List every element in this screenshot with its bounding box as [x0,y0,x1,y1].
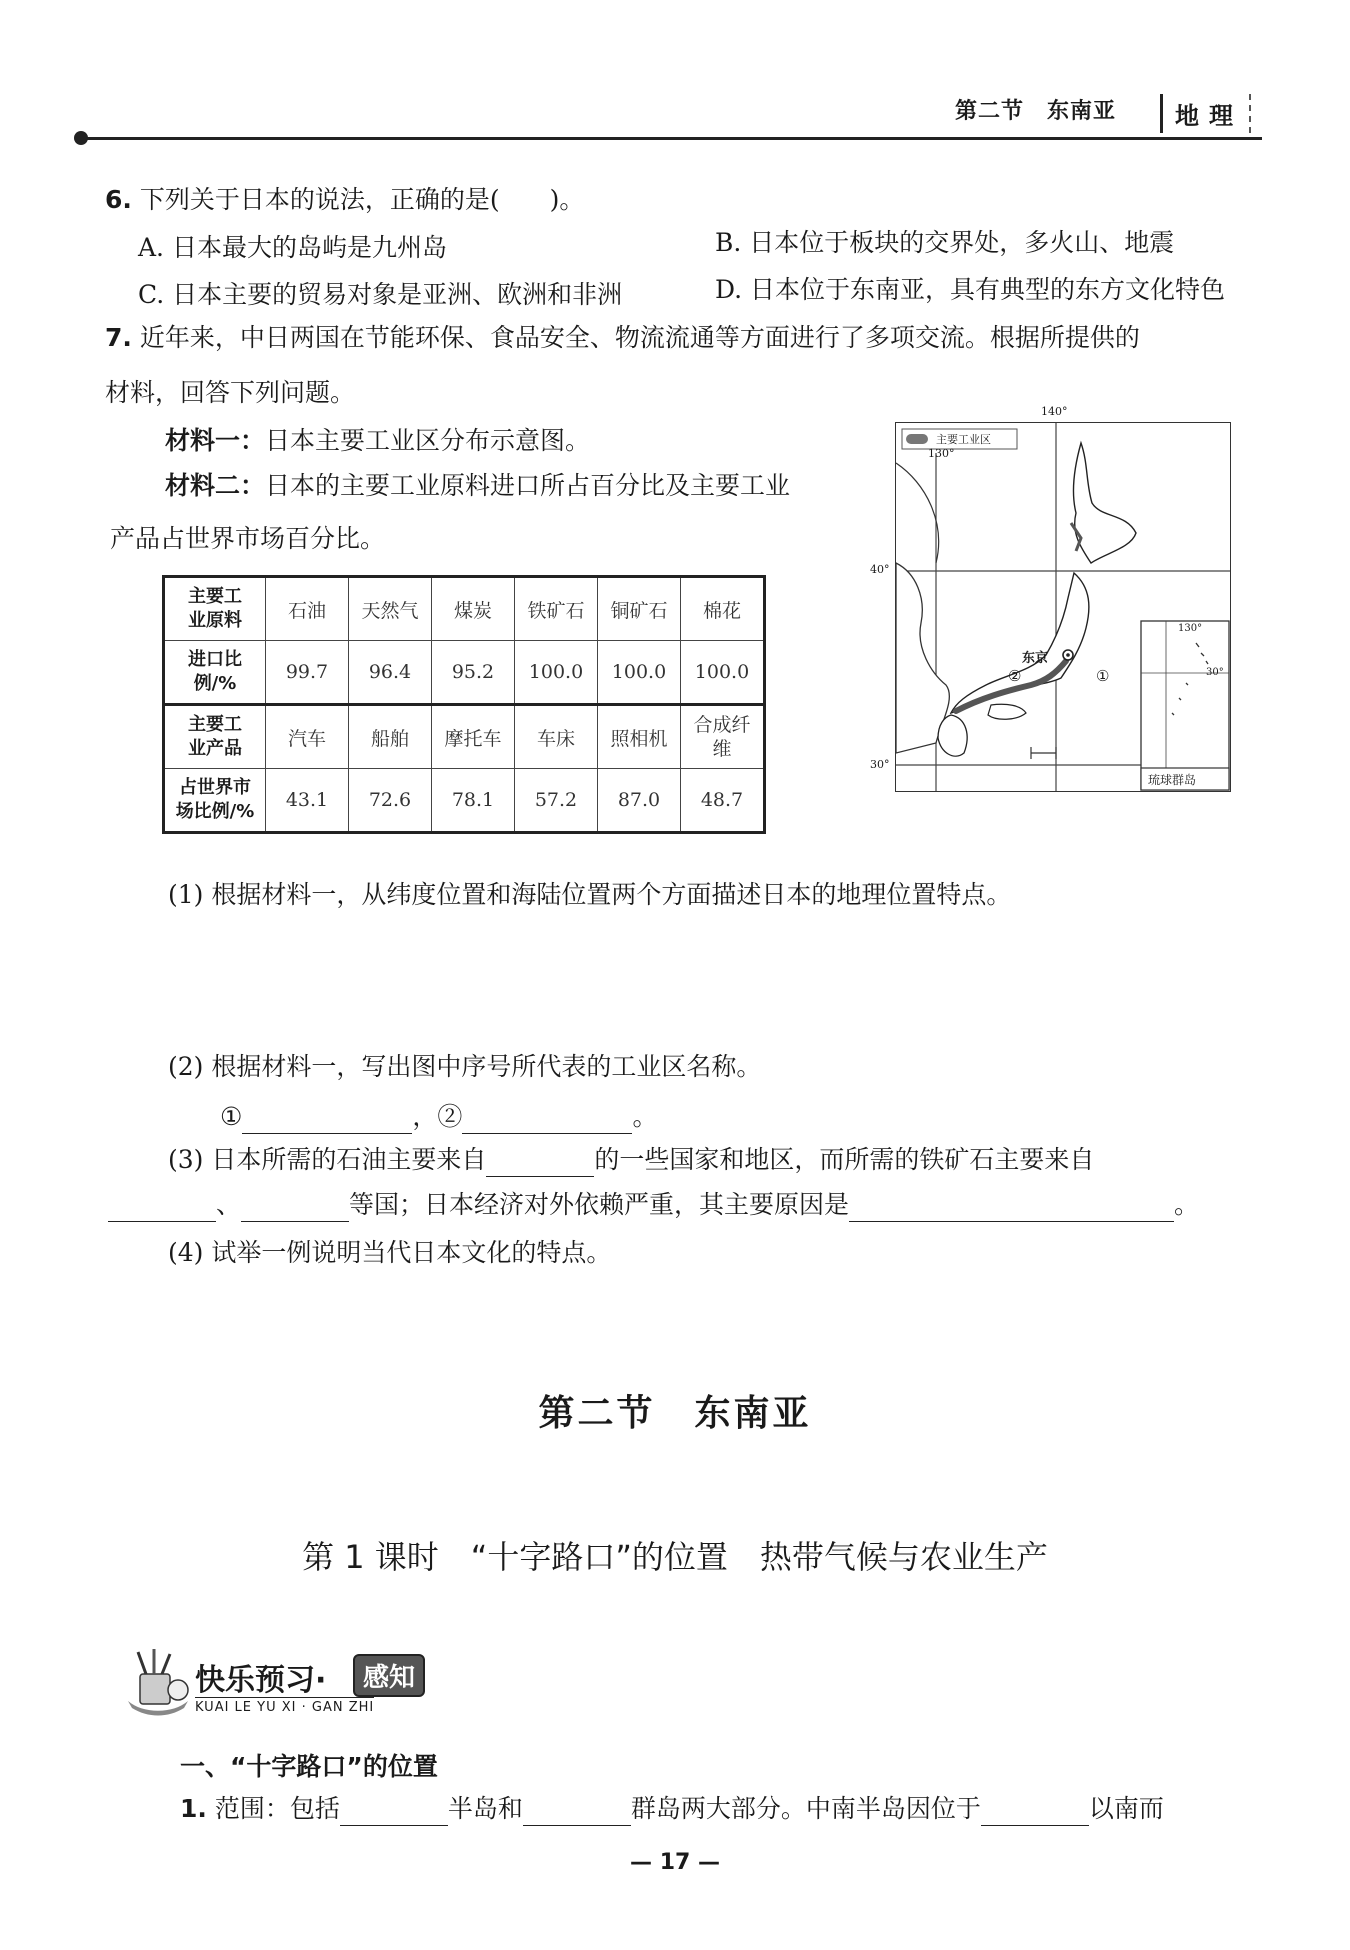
answer-blank[interactable] [108,1195,216,1222]
question-text: 半岛和 [447,1794,523,1823]
coast-north [896,463,939,563]
answer-blank[interactable] [241,1195,349,1222]
map-mark-1: ① [1096,667,1110,685]
running-header-section: 第二节 东南亚 [955,99,1117,124]
page-number: — 17 — [630,1850,720,1875]
sub-question-3-cont [108,1188,1199,1222]
question-7-stem-cont: 材料，回答下列问题。 [105,378,356,407]
running-header-subject: 地理 [1160,94,1251,133]
table-cell: 天然气 [349,577,432,641]
sub-question-2: (2) 根据材料一，写出图中序号所代表的工业区名称。 [168,1052,762,1081]
row-header: 主要工 业原料 [164,577,266,641]
option-c: C. 日本主要的贸易对象是亚洲、欧洲和非洲 [138,280,623,309]
option-a: A. 日本最大的岛屿是九州岛 [138,233,447,262]
table-cell: 合成纤维 [681,705,765,769]
material-1 [165,424,590,458]
map-legend-label: 主要工业区 [936,433,991,446]
table-cell: 57.2 [515,769,598,833]
sub-question-2-answer [220,1100,657,1134]
inset-lon-130: 130° [1178,623,1203,634]
table-cell: 棉花 [681,577,765,641]
question-7-stem [105,321,1140,355]
table-cell: 铜矿石 [598,577,681,641]
table-cell: 100.0 [681,641,765,705]
sub-question-4: (4) 试举一例说明当代日本文化的特点。 [168,1238,612,1267]
row-header: 主要工 业产品 [164,705,266,769]
map-city-tokyo: 东京 [1022,651,1049,666]
row-header: 占世界市 场比例/% [164,769,266,833]
material-label: 材料一： [165,426,266,455]
answer-blank[interactable] [849,1195,1174,1222]
table-row [164,641,765,705]
answer-blank[interactable] [340,1799,448,1826]
table-cell: 石油 [266,577,349,641]
inset-lat-30: 30° [1206,667,1224,678]
table-cell: 车床 [515,705,598,769]
table-cell: 48.7 [681,769,765,833]
table-cell: 船舶 [349,705,432,769]
table-row [164,705,765,769]
table-cell: 99.7 [266,641,349,705]
map-lon-130: 130° [928,447,955,460]
question-text: 、 [216,1190,242,1219]
material-2-cont: 产品占世界市场百分比。 [110,524,386,553]
section-title: 第二节 东南亚 [538,1393,812,1434]
table-cell: 95.2 [432,641,515,705]
answer-blank[interactable] [242,1107,412,1134]
item-number: 1. [180,1794,207,1823]
option-b: B. 日本位于板块的交界处，多火山、地震 [715,228,1175,257]
table-cell: 100.0 [598,641,681,705]
answer-blank[interactable] [981,1799,1089,1826]
table-cell: 78.1 [432,769,515,833]
kyushu [938,715,967,756]
table-cell: 煤炭 [432,577,515,641]
answer-blank[interactable] [486,1150,594,1177]
question-text: 的一些国家和地区，而所需的铁矿石主要来自 [594,1145,1095,1174]
material-label: 材料二： [165,471,266,500]
question-text: 范围：包括 [214,1794,340,1823]
header-rule [82,137,1262,140]
sub-question-1: (1) 根据材料一，从纬度位置和海陆位置两个方面描述日本的地理位置特点。 [168,880,1012,909]
map-mark-2: ② [1008,667,1022,685]
question-text: (3) 日本所需的石油主要来自 [168,1145,487,1174]
map-lon-140: 140° [1041,405,1068,418]
industry-data-table [162,575,766,834]
sub-question-3 [168,1143,1094,1177]
material-text: 日本主要工业区分布示意图。 [265,426,591,455]
shikoku [988,704,1026,719]
question-number: 7. [105,323,132,352]
question-text: 等国；日本经济对外依赖严重，其主要原因是 [349,1190,850,1219]
table-row [164,769,765,833]
ryukyu-inset-frame [1141,621,1229,790]
table-cell: 摩托车 [432,705,515,769]
question-text: 近年来，中日两国在节能环保、食品安全、物流流通等方面进行了多项交流。根据所提供的 [139,323,1140,352]
lesson-title: 第 1 课时 “十字路口”的位置 热带气候与农业生产 [302,1538,1048,1576]
map-lat-40: 40° [870,563,890,576]
question-number: 6. [105,185,132,214]
map-lat-30: 30° [870,758,890,771]
table-cell: 96.4 [349,641,432,705]
blank-label: ① [220,1102,243,1131]
question-text: 以南而 [1088,1794,1164,1823]
table-cell: 72.6 [349,769,432,833]
part1-item-1 [180,1792,1164,1826]
preview-badge-pinyin: KUAI LE YU XI · GAN ZHI [195,1697,374,1715]
blank-label: 。 [632,1102,658,1131]
japan-industrial-map [870,405,1231,792]
table-cell: 100.0 [515,641,598,705]
table-cell: 43.1 [266,769,349,833]
answer-blank[interactable] [462,1107,632,1134]
question-6-stem [105,183,584,217]
preview-badge-tag: 感知 [353,1654,425,1697]
question-text: 下列关于日本的说法，正确的是( )。 [139,185,585,214]
answer-blank[interactable] [523,1799,631,1826]
blank-label: ，② [412,1102,463,1131]
hokkaido [1074,443,1136,563]
question-text: 群岛两大部分。中南半岛因位于 [630,1794,981,1823]
table-cell: 照相机 [598,705,681,769]
material-text: 日本的主要工业原料进口所占百分比及主要工业 [265,471,791,500]
table-cell: 汽车 [266,705,349,769]
question-text: 。 [1174,1190,1200,1219]
table-cell: 铁矿石 [515,577,598,641]
material-2 [165,469,790,503]
table-cell: 87.0 [598,769,681,833]
pencil-cup-icon [118,1646,198,1716]
option-d: D. 日本位于东南亚，具有典型的东方文化特色 [715,275,1226,304]
honshu [951,573,1089,713]
part-heading: 一、“十字路口”的位置 [180,1752,438,1781]
table-row [164,577,765,641]
preview-badge-title: 快乐预习· [195,1663,327,1698]
row-header: 进口比 例/% [164,641,266,705]
inset-label: 琉球群岛 [1148,773,1197,787]
